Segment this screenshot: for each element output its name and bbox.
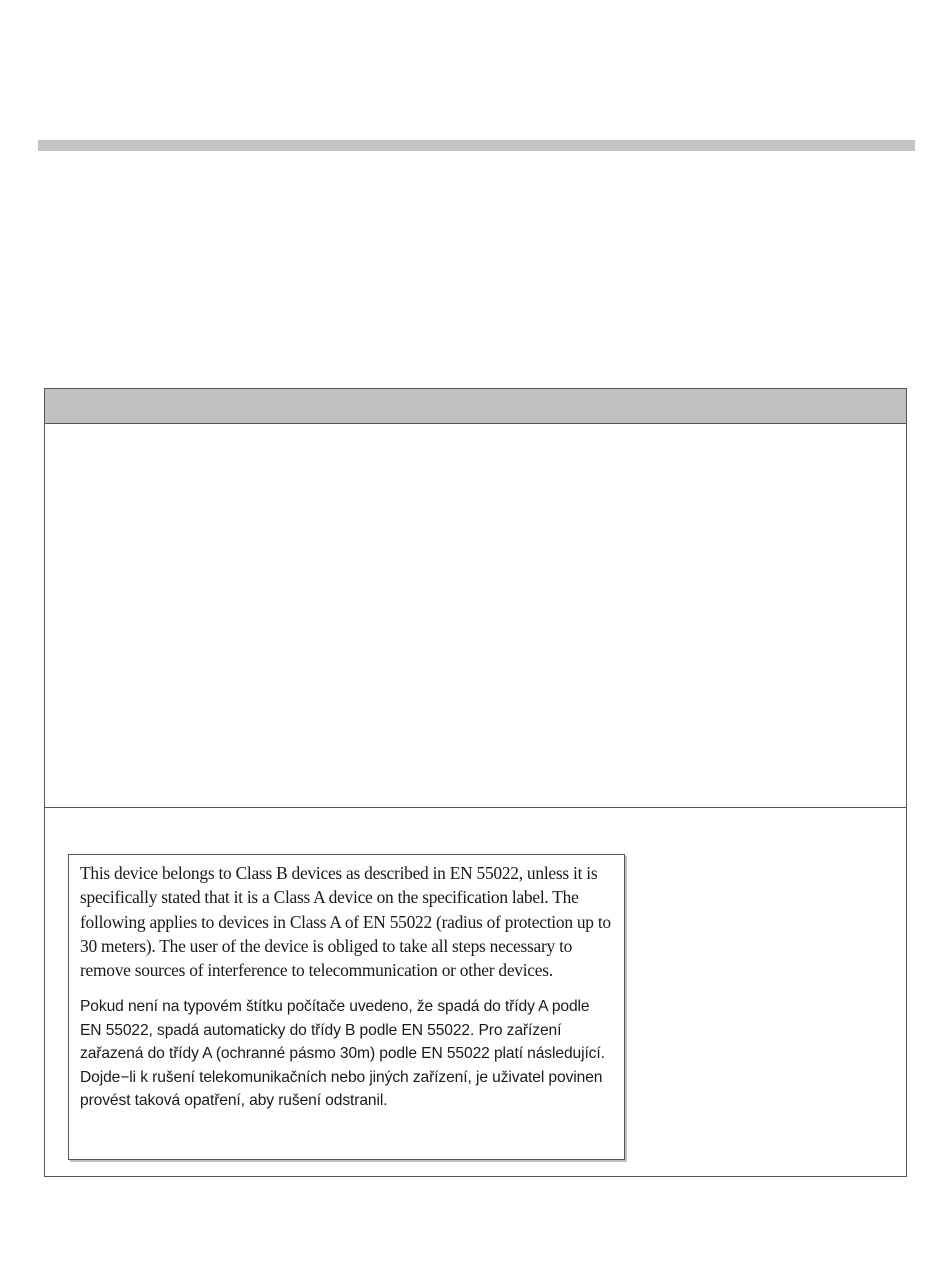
emc-class-notice-label: [68, 854, 625, 1160]
header-rule: [38, 140, 915, 151]
notice-czech-text: Pokud není na typovém štítku počítače uvedeno, že spadá do třídy A podle EN 55022, spadá automaticky do třídy B podle EN 55022. Pro zařízení zařazená do třídy A (ochranné pásmo 30m) podle EN 55022 platí následující. Dojde−li k rušení telekomunikačních nebo jiných zařízení, je uživatel povinen provést taková opatření, aby rušení odstranil.: [80, 998, 605, 1110]
notice-english-text: This device belongs to Class B devices as described in EN 55022, unless it is specifically stated that it is a Class A device on the specification label. The following applies to devices in Class A of EN 55022 (radius of protection up to 30 meters). The user of the device is obliged to take all steps necessary to remove sources of interference to telecommunication or other devices.: [80, 863, 611, 981]
section-header-bar: [45, 389, 906, 424]
section-divider: [45, 807, 906, 808]
regulatory-section-box: [44, 388, 907, 1177]
